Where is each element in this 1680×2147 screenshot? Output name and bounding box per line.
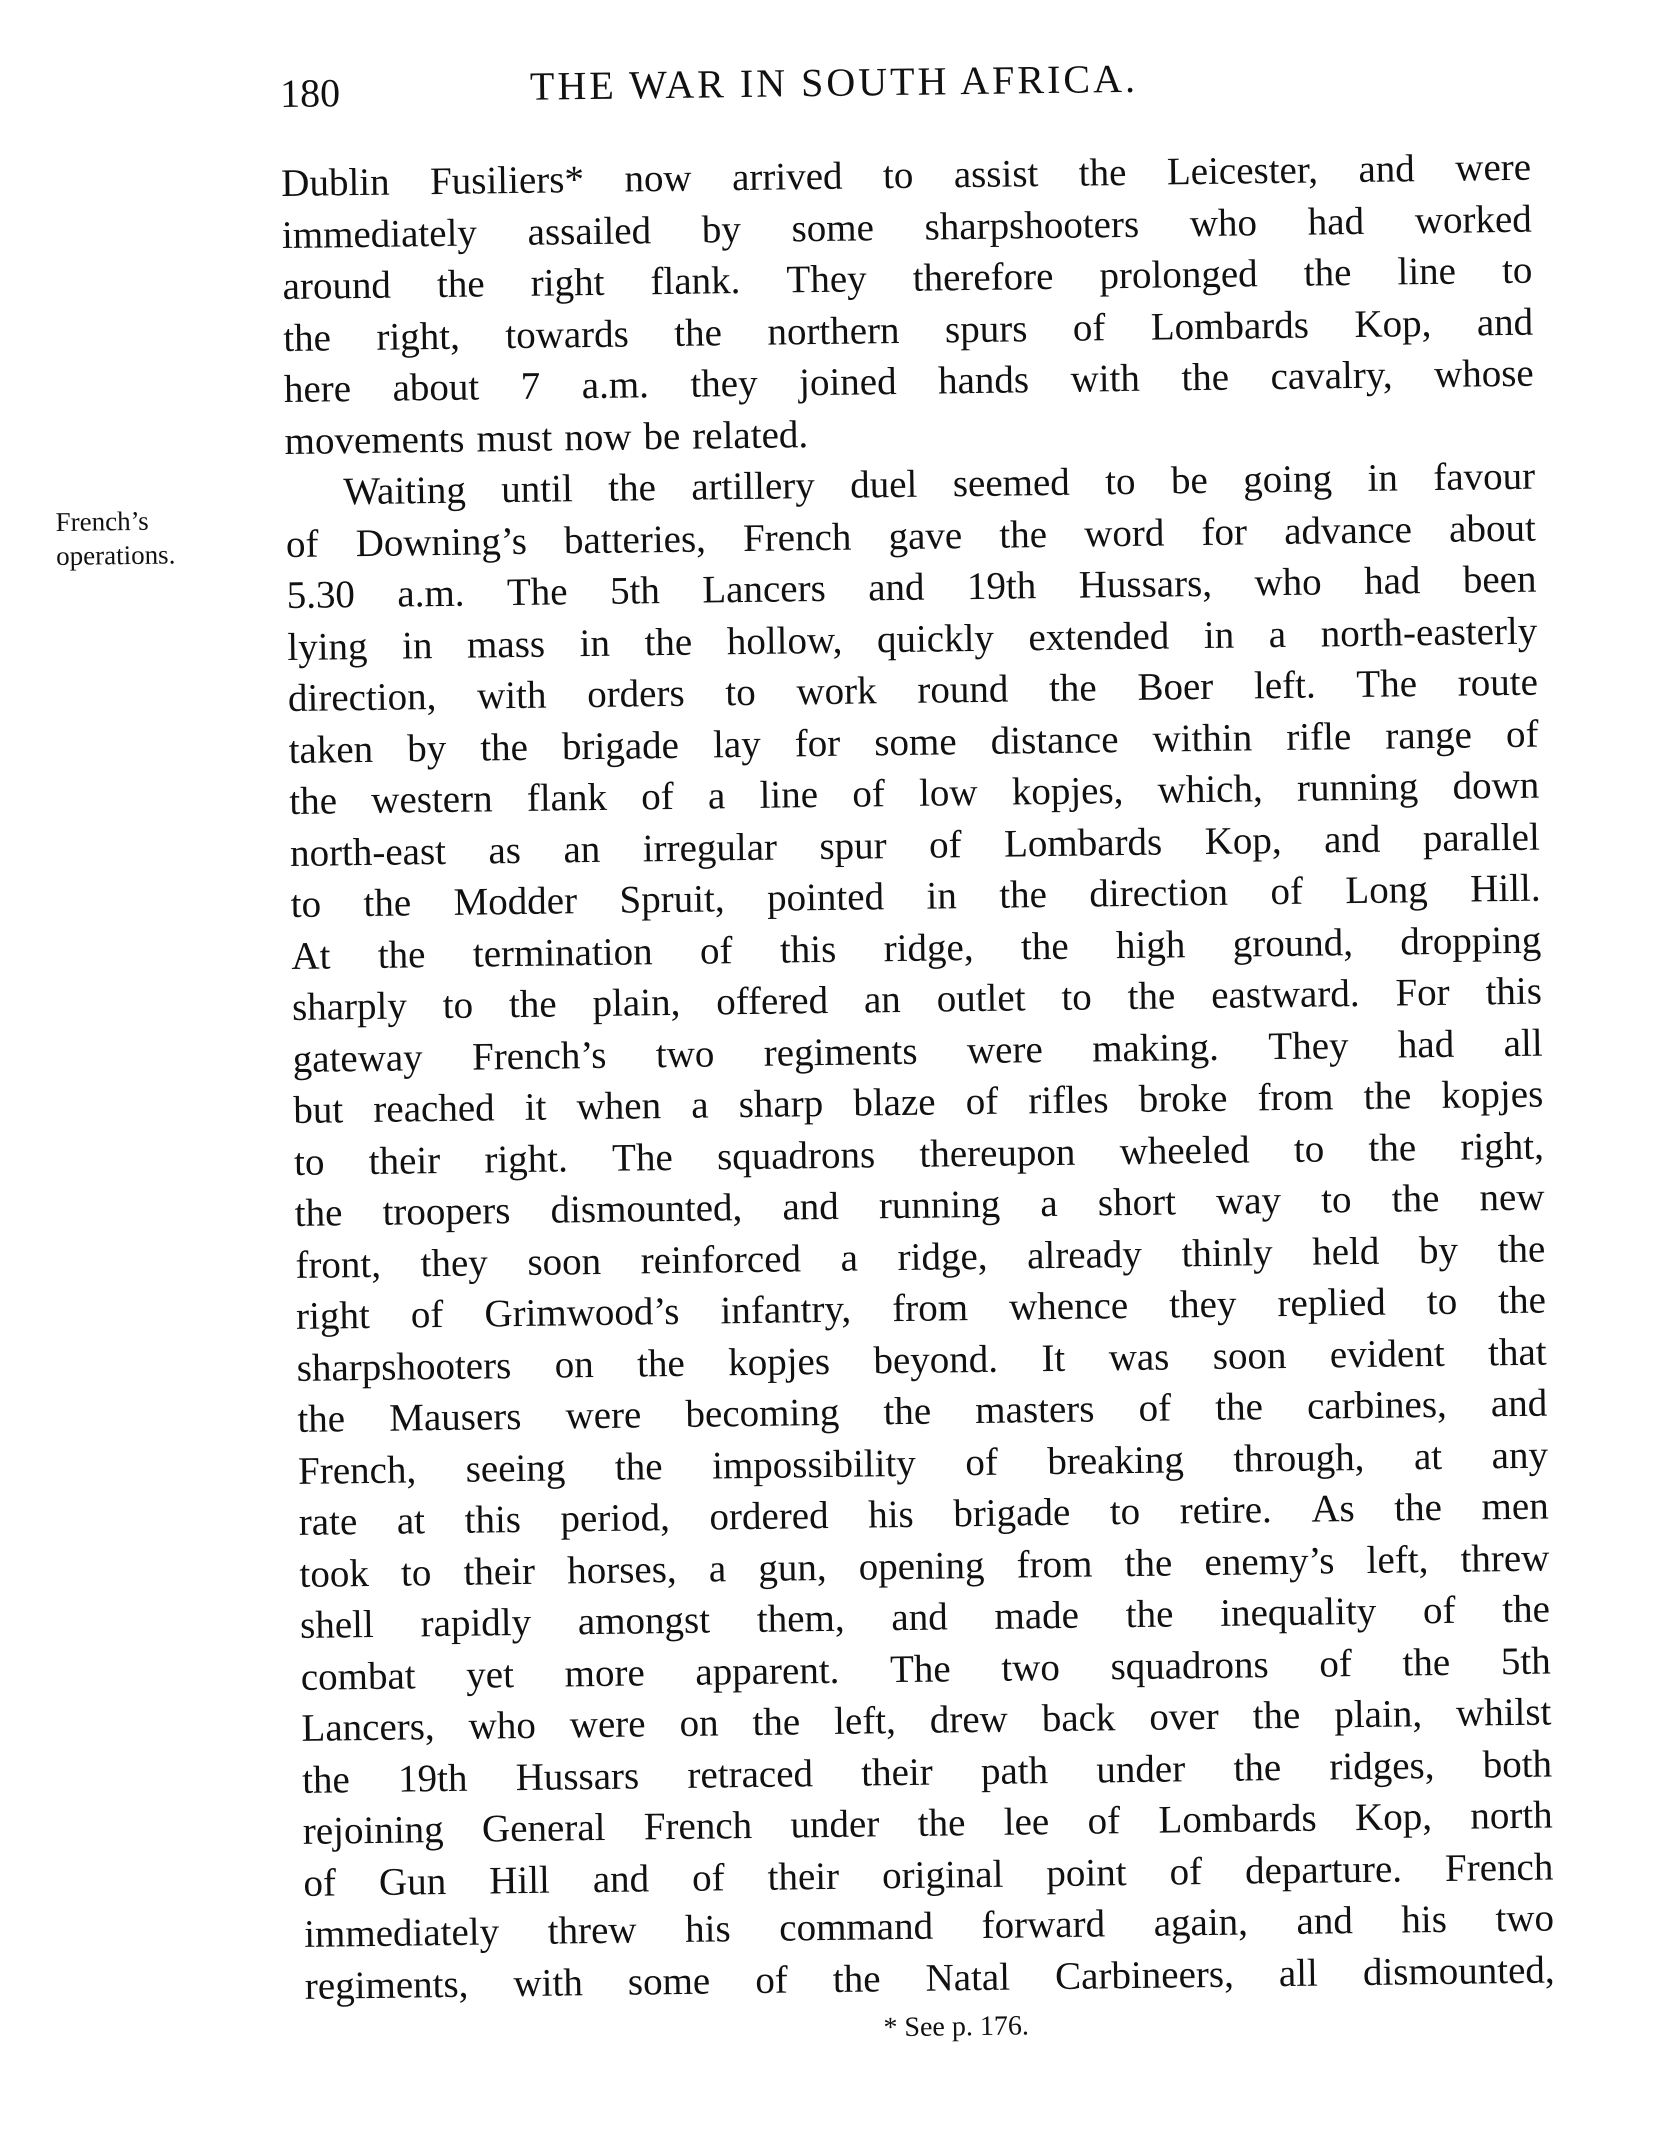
text-line: the right, towards the northern spurs of Lombards Kop, and <box>283 300 1534 360</box>
text-line: but reached it when a sharp blaze of rifles broke from the kopjes <box>293 1072 1544 1132</box>
text-line: 5.30 a.m. The 5th Lancers and 19th Hussars, who had been <box>286 557 1537 617</box>
text-line: combat yet more apparent. The two squadrons of the 5th <box>300 1639 1551 1699</box>
text-line: direction, with orders to work round the Boer left. The route <box>287 660 1539 720</box>
text-line: of Downing’s batteries, French gave the word for advance about <box>285 506 1537 566</box>
text-line: the Mausers were becoming the masters of the carbines, and <box>297 1381 1548 1441</box>
text-line: French, seeing the impossibility of breaking through, at any <box>297 1433 1549 1493</box>
text-line: here about 7 a.m. they joined hands with the cavalry, whose <box>283 351 1534 412</box>
text-line: immediately assailed by some sharpshooters who had worked <box>281 197 1533 257</box>
text-line: movements must now be related. <box>284 412 809 463</box>
running-header <box>280 53 1281 116</box>
text-line: right of Grimwood’s infantry, from whence they replied to the <box>295 1278 1547 1338</box>
running-title: THE WAR IN SOUTH AFRICA. <box>529 55 1139 109</box>
text-line: rate at this period, ordered his brigade to retire. As the men <box>298 1484 1549 1544</box>
text-line: sharply to the plain, offered an outlet to the eastward. For this <box>291 969 1543 1029</box>
text-line: to their right. The squadrons thereupon wheeled to the right, <box>293 1124 1545 1184</box>
text-line: north-east as an irregular spur of Lombards Kop, and parallel <box>289 815 1541 875</box>
text-line: sharpshooters on the kopjes beyond. It was soon evident that <box>296 1330 1547 1390</box>
text-line: Waiting until the artillery duel seemed to be going in favour <box>343 454 1536 514</box>
page-number: 180 <box>279 70 341 117</box>
text-line: regiments, with some of the Natal Carbineers, all dismounted, <box>304 1948 1555 2008</box>
text-line: immediately threw his command forward again, and his two <box>303 1896 1555 1956</box>
text-line: At the termination of this ridge, the high ground, dropping <box>291 918 1542 978</box>
text-line: Dublin Fusiliers* now arrived to assist the Leicester, and were <box>280 145 1532 206</box>
text-line: the 19th Hussars retraced their path under the ridges, both <box>301 1742 1553 1802</box>
text-line: the troopers dismounted, and running a short way to the new <box>294 1175 1545 1235</box>
text-line: took to their horses, a gun, opening from the enemy’s left, threw <box>299 1536 1550 1596</box>
text-line: around the right flank. They therefore prolonged the line to <box>282 248 1533 309</box>
margin-note <box>55 503 175 573</box>
text-line: gateway French’s two regiments were making. They had all <box>292 1021 1543 1081</box>
text-line: rejoining General French under the lee of Lombards Kop, north <box>302 1793 1553 1853</box>
text-line: of Gun Hill and of their original point of departure. French <box>303 1845 1554 1905</box>
text-line: taken by the brigade lay for some distance within rifle range of <box>288 712 1539 772</box>
margin-note-line: operations. <box>55 539 176 572</box>
text-line: lying in mass in the hollow, quickly extended in a north-easterly <box>287 609 1538 669</box>
footnote: * See p. 176. <box>883 2010 1030 2044</box>
body-text <box>281 142 1555 2012</box>
text-line: the western flank of a line of low kopjes, which, running down <box>289 763 1540 823</box>
text-line: shell rapidly amongst them, and made the inequality of the <box>299 1587 1551 1647</box>
text-line: Lancers, who were on the left, drew back over the plain, whilst <box>301 1690 1552 1750</box>
text-line: front, they soon reinforced a ridge, already thinly held by the <box>295 1227 1546 1287</box>
margin-note-line: French’s <box>55 505 149 538</box>
text-line: to the Modder Spruit, pointed in the direction of Long Hill. <box>290 866 1541 926</box>
